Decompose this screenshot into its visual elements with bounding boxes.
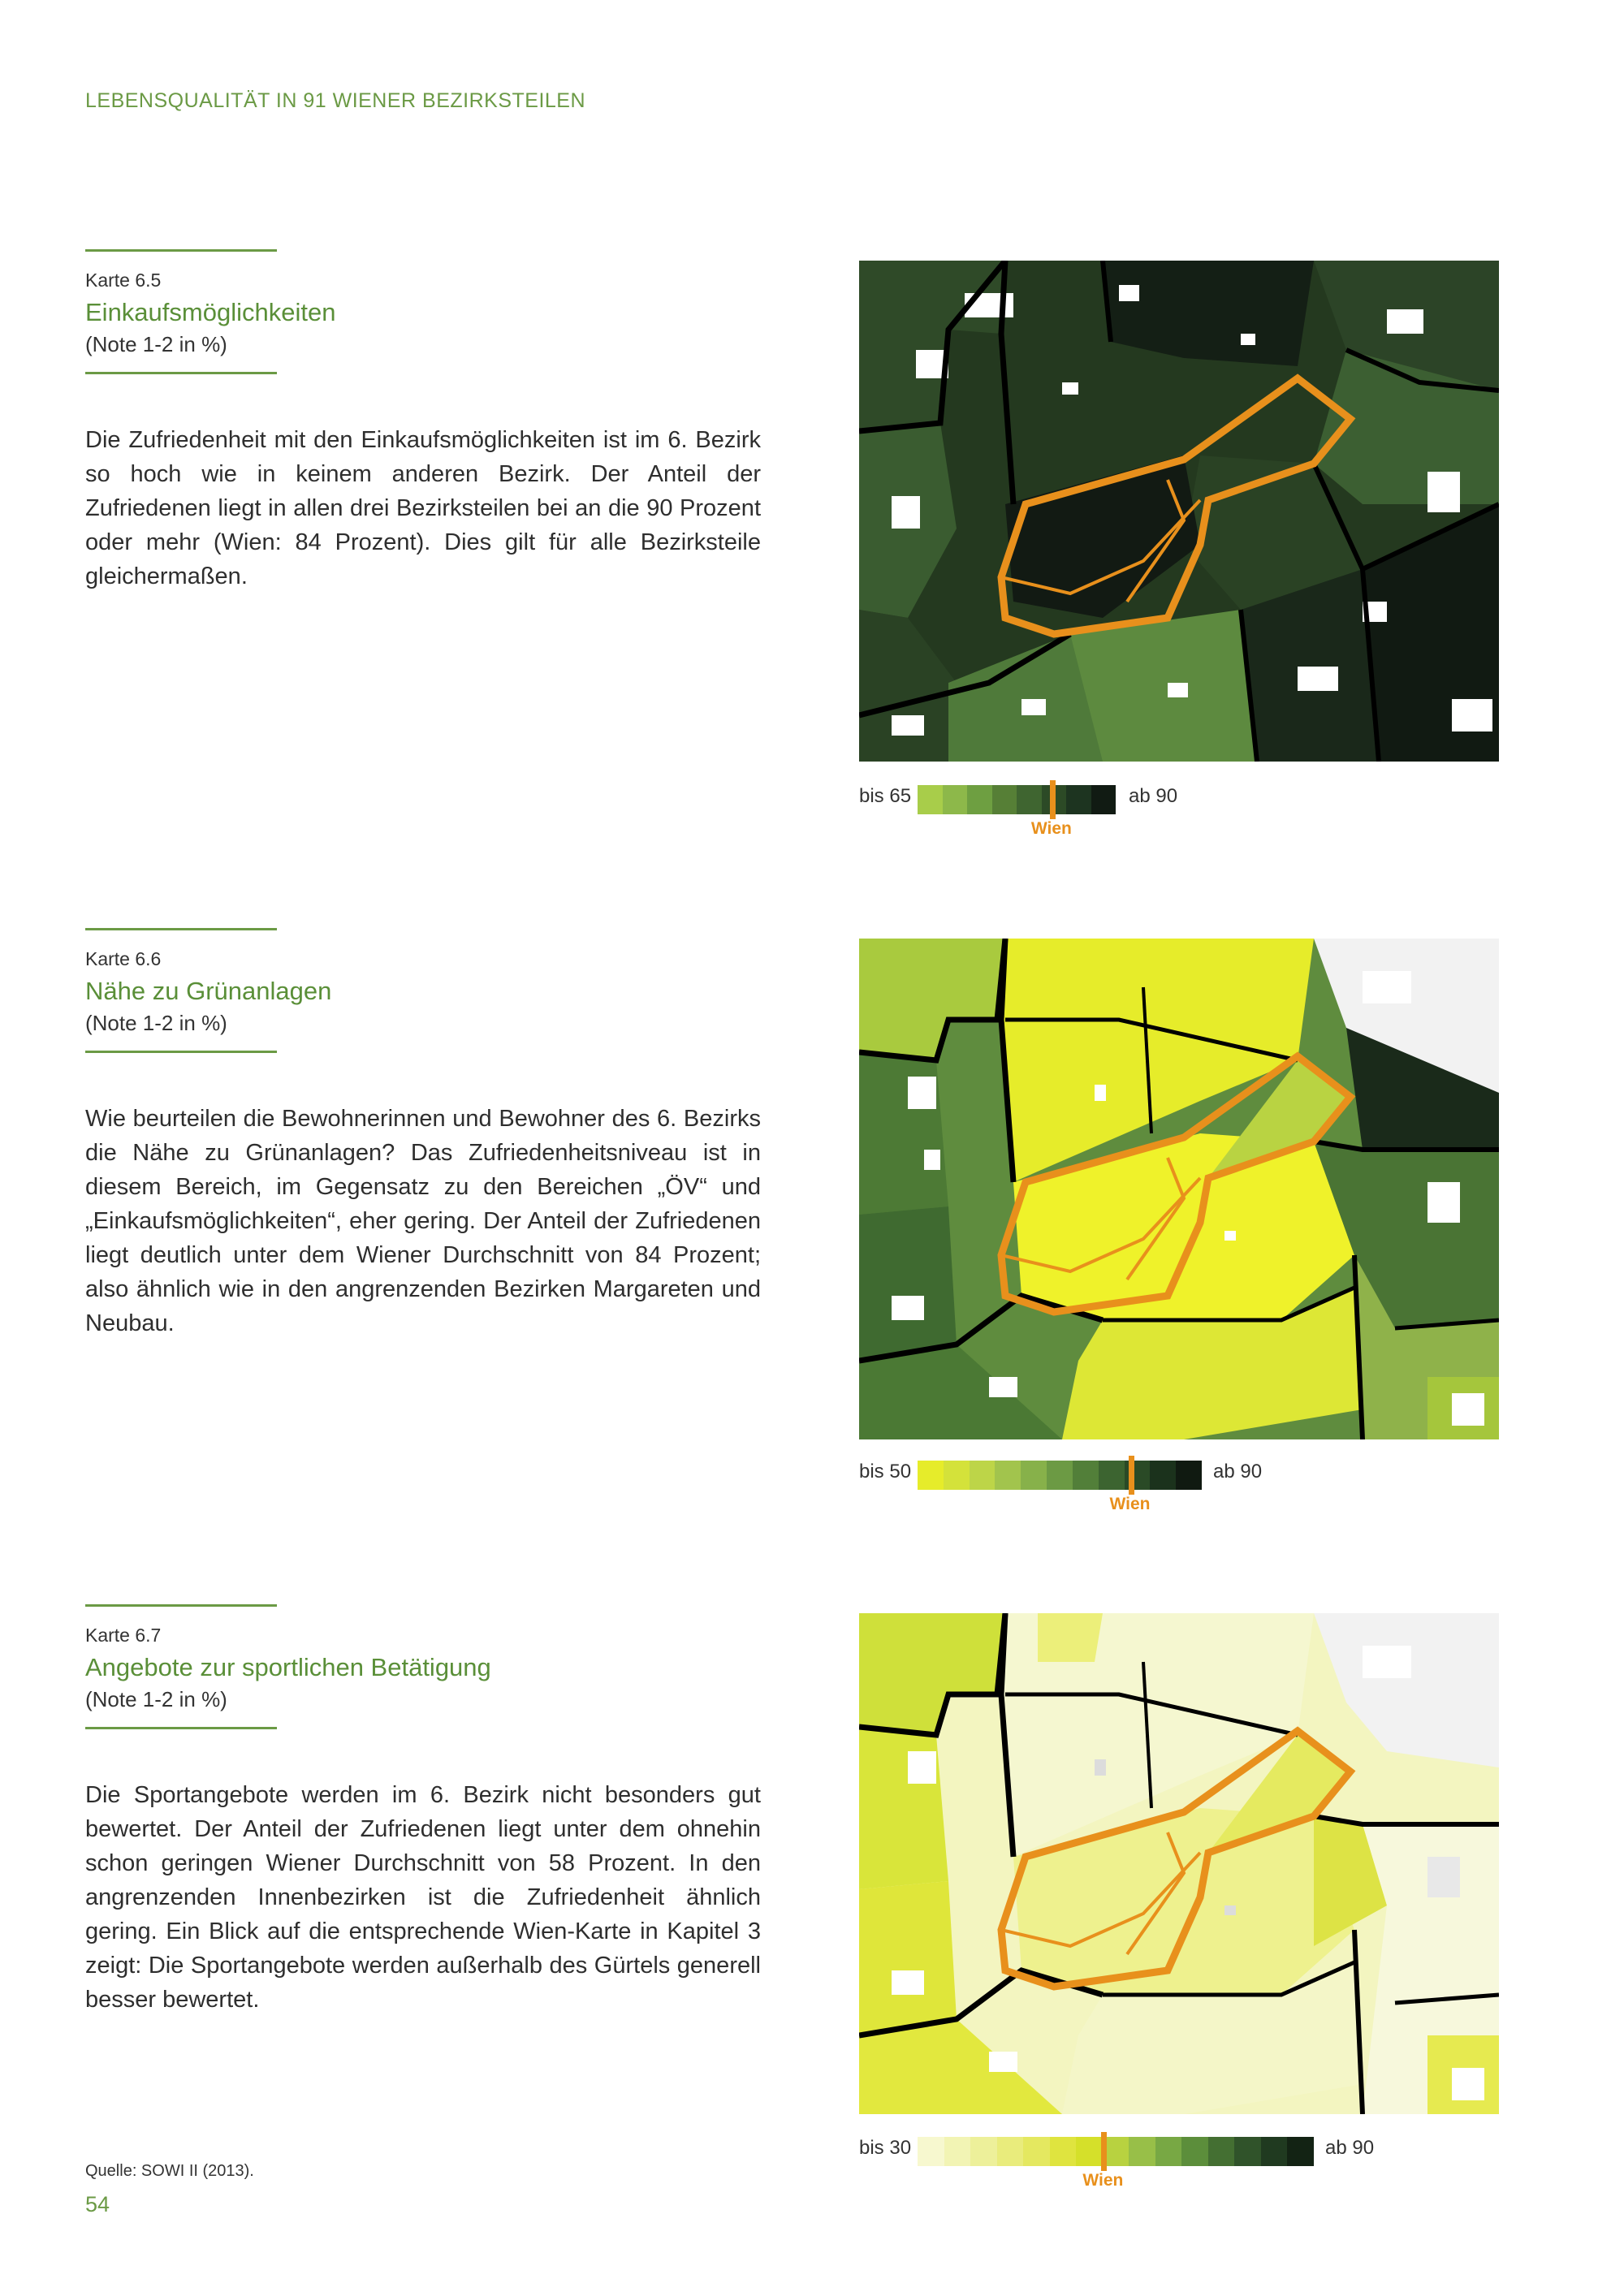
section-text: Die Sportangebote werden im 6. Bezirk nicht besonders gut bewertet. Der Anteil der Zufriedenen liegt unter dem ohnehin schon geringen Wiener Durchschnitt von 58 Prozent. In den angrenzenden Innenbezirken ist die Zufriedenheit ähnlich gering. Ein Blick auf die entsprechende Wien-Karte in Kapitel 3 zeigt: Die Sportangebote werden außerhalb des Gürtels generell besser bewertet. bbox=[85, 1782, 761, 2013]
map-einkaufsmoeglichkeiten bbox=[859, 261, 1499, 762]
legend-swatch bbox=[995, 1461, 1021, 1490]
section-rule-bottom bbox=[85, 372, 277, 374]
choropleth-map-gruen bbox=[859, 939, 1499, 1439]
legend-swatch bbox=[1155, 2137, 1182, 2166]
legend-swatch bbox=[944, 1461, 970, 1490]
legend-swatch bbox=[1234, 2137, 1261, 2166]
section-text: Wie beurteilen die Bewohnerinnen und Bewohner des 6. Bezirks die Nähe zu Grünanlagen? Das Zufriedenheitsniveau ist in diesem Bereich, im Gegensatz zu den Bereichen „ÖV“ und „Einkaufsmöglichkeiten“, eher gering. Der Anteil der Zufriedenen liegt deutlich unter dem Wiener Durchschnitt von 84 Prozent; also ähnlich wie in den angrenzenden Bezirken Margareten und Neubau. bbox=[85, 1106, 761, 1336]
legend-swatch bbox=[944, 2137, 971, 2166]
legend-swatch bbox=[1050, 2137, 1077, 2166]
legend-color-scale bbox=[918, 1461, 1202, 1490]
legend-einkauf bbox=[859, 785, 1499, 850]
section-karte-6-6 bbox=[85, 928, 761, 1340]
legend-swatch bbox=[1287, 2137, 1314, 2166]
map-note: (Note 1-2 in %) bbox=[85, 1687, 227, 1711]
legend-swatch bbox=[1076, 2137, 1103, 2166]
karte-number: Karte 6.5 bbox=[85, 270, 162, 291]
legend-swatch bbox=[970, 1461, 996, 1490]
legend-high-label: ab 90 bbox=[1129, 785, 1178, 807]
legend-swatch bbox=[970, 2137, 997, 2166]
section-rule-bottom bbox=[85, 1051, 277, 1053]
legend-color-scale bbox=[918, 785, 1116, 814]
legend-swatch bbox=[1021, 1461, 1047, 1490]
legend-swatch bbox=[1023, 2137, 1050, 2166]
legend-wien-marker bbox=[1129, 1456, 1134, 1495]
map-note: (Note 1-2 in %) bbox=[85, 332, 227, 356]
legend-swatch bbox=[1073, 1461, 1099, 1490]
legend-wien-label: Wien bbox=[1109, 1495, 1151, 1513]
legend-swatch bbox=[967, 785, 992, 814]
legend-wien-marker bbox=[1050, 780, 1056, 819]
legend-swatch bbox=[1150, 1461, 1176, 1490]
section-text: Die Zufriedenheit mit den Einkaufsmöglichkeiten ist im 6. Bezirk so hoch wie in keinem anderen Bezirk. Der Anteil der Zufriedenen liegt in allen drei Bezirksteilen bei an die 90 Prozent oder mehr (Wien: 84 Prozent). Dies gilt für alle Bezirksteile gleichermaßen. bbox=[85, 427, 761, 589]
karte-number: Karte 6.6 bbox=[85, 948, 162, 969]
map-note: (Note 1-2 in %) bbox=[85, 1011, 227, 1035]
karte-number: Karte 6.7 bbox=[85, 1625, 162, 1646]
legend-swatch bbox=[1181, 2137, 1208, 2166]
section-rule-top bbox=[85, 249, 277, 252]
legend-high-label: ab 90 bbox=[1213, 1461, 1263, 1482]
section-rule-top bbox=[85, 928, 277, 930]
source-note: Quelle: SOWI II (2013). bbox=[85, 2162, 254, 2180]
legend-swatch bbox=[1129, 2137, 1155, 2166]
map-title: Nähe zu Grünanlagen bbox=[85, 977, 332, 1005]
legend-swatch bbox=[1261, 2137, 1288, 2166]
legend-low-label: bis 50 bbox=[859, 1461, 912, 1482]
running-title: LEBENSQUALITÄT IN 91 WIENER BEZIRKSTEILEN bbox=[85, 89, 586, 112]
legend-swatch bbox=[918, 2137, 944, 2166]
map-sportliche-betaetigung bbox=[859, 1613, 1499, 2114]
legend-swatch bbox=[918, 1461, 944, 1490]
legend-swatch bbox=[1099, 1461, 1125, 1490]
choropleth-map-einkauf bbox=[859, 261, 1499, 762]
legend-gruen bbox=[859, 1461, 1499, 1526]
legend-swatch bbox=[1047, 1461, 1073, 1490]
legend-wien-marker bbox=[1101, 2132, 1107, 2171]
legend-sport bbox=[859, 2137, 1499, 2202]
legend-swatch bbox=[997, 2137, 1024, 2166]
map-title: Einkaufsmöglichkeiten bbox=[85, 298, 336, 326]
section-rule-top bbox=[85, 1604, 277, 1607]
choropleth-map-sport bbox=[859, 1613, 1499, 2114]
legend-swatch bbox=[1176, 1461, 1202, 1490]
map-naehe-gruenanlagen bbox=[859, 939, 1499, 1439]
legend-swatch bbox=[1017, 785, 1042, 814]
legend-swatch bbox=[992, 785, 1017, 814]
section-rule-bottom bbox=[85, 1727, 277, 1729]
legend-swatch bbox=[918, 785, 943, 814]
page-number: 54 bbox=[85, 2192, 110, 2216]
legend-wien-label: Wien bbox=[1082, 2171, 1124, 2190]
map-title: Angebote zur sportlichen Betätigung bbox=[85, 1653, 491, 1681]
legend-swatch bbox=[943, 785, 968, 814]
legend-swatch bbox=[1208, 2137, 1235, 2166]
section-karte-6-7 bbox=[85, 1604, 761, 2017]
legend-high-label: ab 90 bbox=[1325, 2137, 1375, 2159]
legend-color-scale bbox=[918, 2137, 1314, 2166]
section-karte-6-5 bbox=[85, 249, 761, 593]
legend-low-label: bis 65 bbox=[859, 785, 912, 807]
legend-wien-label: Wien bbox=[1030, 819, 1072, 838]
legend-swatch bbox=[1091, 785, 1116, 814]
legend-swatch bbox=[1066, 785, 1091, 814]
legend-low-label: bis 30 bbox=[859, 2137, 912, 2159]
